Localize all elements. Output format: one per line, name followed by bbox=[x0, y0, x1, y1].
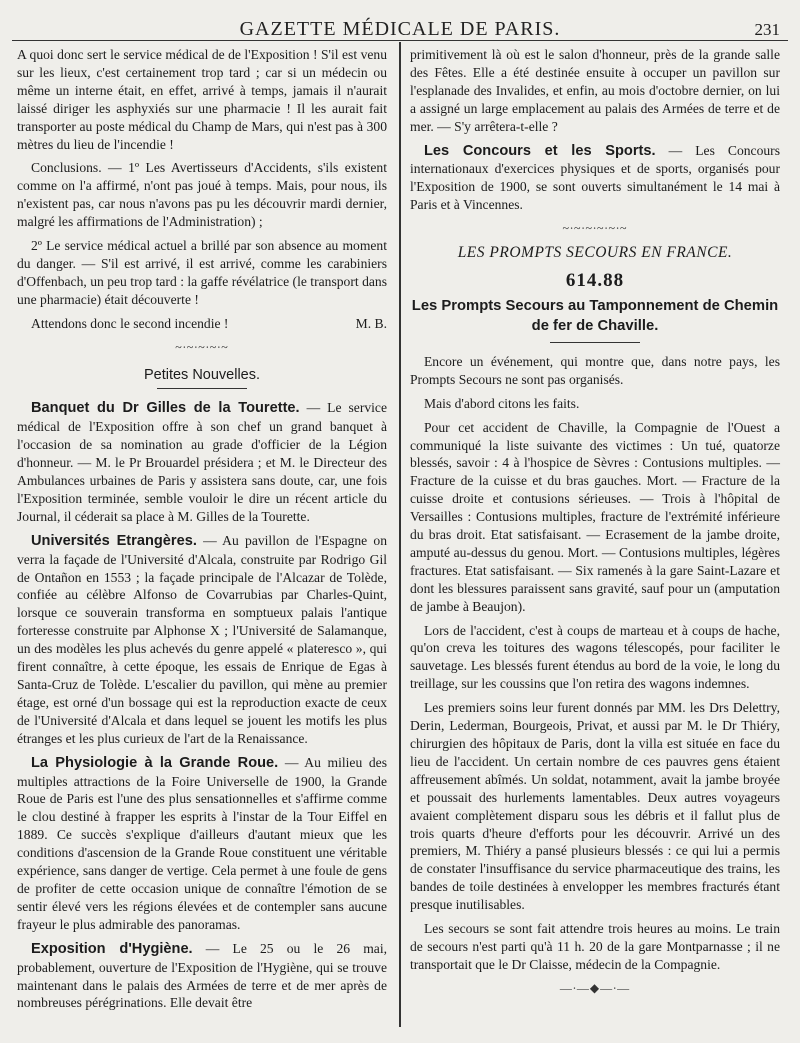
section-title-petites-nouvelles: Petites Nouvelles. bbox=[143, 366, 261, 383]
news-item-concours bbox=[410, 142, 780, 215]
news-heading-universites: Universités Etrangères. bbox=[31, 532, 197, 549]
closing-text: Attendons donc le second incendie ! bbox=[31, 315, 229, 331]
news-heading-hygiene: Exposition d'Hygiène. bbox=[31, 940, 193, 957]
left-column bbox=[17, 46, 387, 1018]
news-body-universites: — Au pavillon de l'Espagne on verra la façade de l'Université d'Alcala, construite par Rodrigo Gil de Ontañon en 1553 ; la façade principale de l'Alcazar de Tolède, confiée au célèbre Alfonso de Covarrubias par Charles-Quint, lorsque ce souverain transforma en somptueux palais l'antique forteresse construite par Alphonse X ; l'Université de Salamanque, un des modèles les plus achevés du genre appelé « plateresco », qui firent connaître, à cette époque, les essais de Enrique de Egas à Santa-Cruz de Tolède. L'escalier du pavillon, qui mène au premier étage, est orné d'un bossage qui est la reproduction exacte de ceux de l'Université d'Alcala et dans lequel se jouent les motifs les plus étranges et les plus curieux de l'art de la Renaissance. bbox=[17, 532, 387, 746]
news-heading-concours: Les Concours et les Sports. bbox=[424, 142, 656, 159]
news-item-hygiene bbox=[17, 940, 387, 1013]
news-heading-banquet: Banquet du Dr Gilles de la Tourette. bbox=[31, 400, 300, 417]
article-title: Les Prompts Secours au Tamponnement de Chemin de fer de Chaville. bbox=[411, 297, 779, 334]
article-paragraph-first-aid: Les premiers soins leur furent donnés par MM. les Drs Delettry, Derin, Lederman, Bourgeois, Privat, et aussi par M. le Dr Thiéry, chirurgien des hôpitaux de Paris, dont la villa est située en face du lieu de l'accident. Un certain nombre de ces pauvres gens étaient affreusement abîmés. Un soldat, notamment, avait la jambe broyée et poussait des hurlements lamentables. Deux autres voyageurs avaient complètement disparu sous les débris et il fallut plus de trois quarts d'heure d'efforts pour les découvrir. Arrivé un des premiers, M. Thiéry a pansé plusieurs blessés : ce qui lui a permis de constater l'insuffisance du service pharmaceutique des trains, les bandes de toile destinées à envelopper les membres fracturés étant presque inutilisables. bbox=[410, 700, 780, 913]
right-column bbox=[410, 46, 780, 1004]
journal-title: GAZETTE MÉDICALE DE PARIS. bbox=[239, 18, 561, 40]
article-paragraph-rescue: Lors de l'accident, c'est à coups de marteau et à coups de hache, qu'on creva les toitures des wagons télescopés, pour faciliter le sauvetage. Les blessés furent étendus au bord de la voie, le long du treillage, sur les coussins que l'on retira des wagons indemnes. bbox=[410, 622, 780, 692]
article-paragraph: Encore un événement, qui montre que, dans notre pays, les Prompts Secours ne sont pas organisés. bbox=[410, 353, 780, 387]
article-title-underline bbox=[550, 342, 640, 343]
news-body-banquet: — Le service médical de l'Exposition offre à son chef un grand banquet à l'occasion de sa nomination au grade d'officier de la Légion d'honneur. — M. le Pr Brouardel présidera ; et M. le Directeur des Ambulances urbaines de Paris y assistera sans doute, car, une fois l'Exposition terminée, semble vouloir le dire un récent article du Journal, il céderait sa place à M. Gilles de la Tourette. bbox=[17, 400, 388, 524]
author-signature: M. B. bbox=[355, 315, 387, 331]
news-body-grande-roue: — Au milieu des multiples attractions de la Foire Universelle de 1900, la Grande Roue de Paris est l'une des plus sensationnelles et s'affirme comme le clou destiné à frapper les esprits à l'instar de la Tour Eiffel en 1889. Ce succès s'explique d'ailleurs d'autant mieux que les conditions d'ascension de la Grande Roue constituent une véritable expérience, sans danger de vertige. Cela permet à une foule de gens de profiter de cette occasion unique de connaître l'émotion de se sentir élevé vers les régions élevées et de contempler sans aucune frayeur le plus admirable des panoramas. bbox=[17, 754, 387, 932]
ornament-divider: ~∙~∙~∙~∙~∙~ bbox=[562, 221, 628, 236]
news-heading-grande-roue: La Physiologie à la Grande Roue. bbox=[31, 754, 279, 771]
news-body-concours: — Les Concours internationaux d'exercices physiques et de sports, organisés pour l'Exposition de 1900, se sont ouverts simultanément le 14 mai à Paris et à Vincennes. bbox=[410, 142, 780, 213]
column-divider bbox=[399, 42, 401, 1027]
news-body-hygiene: — Le 25 ou le 26 mai, probablement, ouverture de l'Exposition de l'Hygiène, qui se trouve maintenant dans le palais des Armées de terre et de mer après de nombreuses pérégrinations. Elle devait être bbox=[17, 940, 387, 1011]
news-item-universites bbox=[17, 532, 387, 748]
subscription-amount: 614.88 bbox=[565, 269, 625, 291]
article-paragraph-victims: Pour cet accident de Chaville, la Compagnie de l'Ouest a communiqué la liste suivante des victimes : Un tué, quatorze blessés, savoir : 4 à l'hospice de Sèvres : Contusions multiples. — Fracture de la cuisse et du bras gauches. Mort. — Fracture de la cuisse droite et contusions sérieuses. — Trois à l'hôpital de Versailles : Contusions multiples, fracture de l'extrémité inférieure du bras droit. Etat satisfaisant. — Ecrasement de la jambe droite, amputé au-dessus du genou. Mort. — Contusions multiples, légères fractures. Etat satisfaisant. — Six ramenés à la gare Saint-Lazare et dont les blessures paraissent sans gravité, sauf pour un (amputation de jambe à Beaujon). bbox=[410, 419, 780, 614]
news-item-banquet bbox=[17, 399, 387, 525]
article-paragraph: Mais d'abord citons les faits. bbox=[424, 395, 580, 411]
news-item-grande-roue bbox=[17, 754, 387, 934]
paragraph-exposition-service: A quoi donc sert le service médical de de l'Exposition ! S'il est venu sur les lieux, c'est certainement trop tard ; car si un médecin ou même un interne était, en effet, arrivé à temps, jamais il n'aurait laissé diriger les asphyxiés sur une pharmacie ! Il les aurait fait transporter au poste médical du Champ de Mars, qui n'est pas à 300 mètres du lieu de l'incendie ! bbox=[17, 47, 387, 152]
page-header bbox=[12, 10, 788, 41]
closing-line bbox=[17, 315, 387, 333]
paragraph-service-absence: 2º Le service médical actuel a brillé par son absence au moment du danger. — S'il est arrivé, il est arrivé, comme les carabiniers d'Offenbach, un peu trop tard : la gaffe révélatrice (le transport dans une pharmacie) était découverte ! bbox=[17, 238, 387, 307]
ornament-divider: ~∙~∙~∙~∙~ bbox=[175, 339, 229, 354]
paragraph-hygiene-continued: primitivement là où est le salon d'honneur, près de la grande salle des Fêtes. Elle a été destinée ensuite à occuper un pavillon sur l'esplanade des Invalides, et enfin, au mois d'octobre dernier, on lui a assigné un large emplacement au palais des Armées de terre et de mer. — S'y arrêtera-t-elle ? bbox=[410, 47, 780, 134]
feature-heading: LES PROMPTS SECOURS EN FRANCE. bbox=[457, 244, 733, 262]
section-underline bbox=[157, 388, 247, 389]
paragraph-conclusions: Conclusions. — 1º Les Avertisseurs d'Accidents, s'ils existent comme on l'a affirmé, n'ont pas joué à temps. Mais, pour nous, ils n'existent pas, car nous n'avons pas pu les découvrir mardi dernier, malgré les affirmations de l'Administration) ; bbox=[17, 160, 387, 230]
end-ornament: —∙—◆—∙— bbox=[559, 980, 631, 995]
page-number: 231 bbox=[754, 20, 780, 39]
article-paragraph-delay: Les secours se sont fait attendre trois heures au moins. Le train de secours n'est parti qu'à 11 h. 20 de la gare Montparnasse ; il ne transportait que le Dr Claisse, médecin de la Compagnie. bbox=[410, 921, 780, 972]
